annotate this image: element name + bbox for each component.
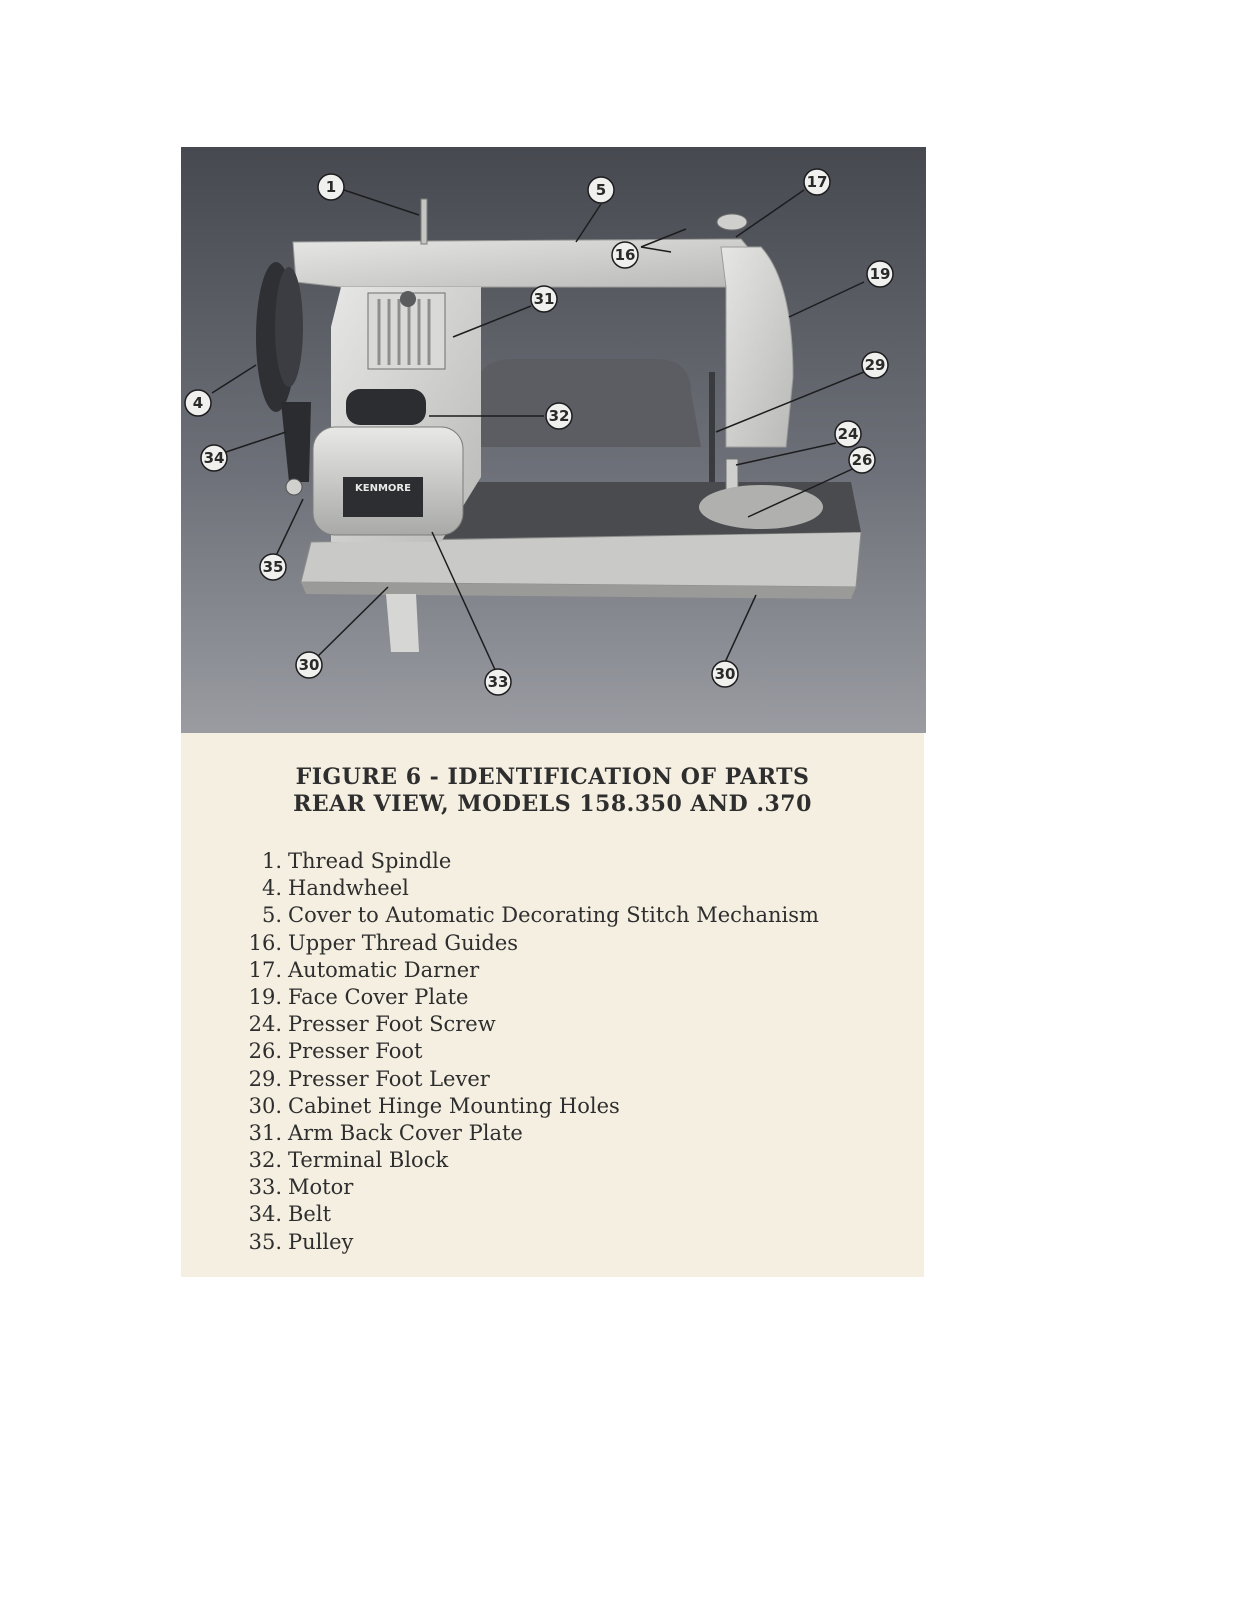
- list-item: [236, 1038, 819, 1065]
- part-number: 24.: [248, 1012, 282, 1037]
- part-number: 5.: [261, 903, 282, 928]
- callout-label: 34: [203, 449, 225, 467]
- part-number: 35.: [248, 1229, 282, 1254]
- part-number: 1.: [261, 849, 282, 873]
- parts-list: [236, 848, 819, 1256]
- part-number: 4.: [261, 876, 282, 901]
- part-number: 17.: [248, 957, 282, 982]
- callout-label: 29: [864, 356, 886, 374]
- list-item: [236, 1093, 819, 1120]
- list-item: [236, 848, 819, 875]
- callout-label: 30: [714, 665, 736, 683]
- callout-label: 33: [487, 673, 509, 691]
- part-name: Thread Spindle: [288, 849, 452, 873]
- list-item: [236, 1147, 819, 1174]
- figure-caption-line2: REAR VIEW, MODELS 158.350 AND .370: [293, 791, 812, 817]
- list-item: [236, 930, 819, 957]
- part-number: 30.: [248, 1093, 282, 1118]
- callout-label: 26: [851, 451, 873, 469]
- part-name: Pulley: [288, 1229, 354, 1254]
- part-name: Handwheel: [288, 876, 409, 901]
- part-number: 29.: [248, 1066, 282, 1091]
- callout-label: 17: [806, 173, 828, 191]
- part-name: Belt: [288, 1202, 332, 1227]
- callout-label: 24: [837, 425, 859, 443]
- part-number: 34.: [248, 1202, 282, 1227]
- list-item: [236, 1066, 819, 1093]
- part-name: Presser Foot Screw: [288, 1012, 496, 1037]
- part-name: Cover to Automatic Decorating Stitch Mechanism: [288, 903, 819, 928]
- list-item: [236, 1120, 819, 1147]
- part-name: Motor: [288, 1175, 354, 1200]
- list-item: [236, 1011, 819, 1038]
- part-name: Cabinet Hinge Mounting Holes: [288, 1093, 620, 1118]
- list-item: [236, 1174, 819, 1201]
- part-name: Presser Foot Lever: [288, 1066, 490, 1091]
- callout-label: 32: [548, 407, 570, 425]
- part-name: Automatic Darner: [288, 957, 480, 982]
- callout-label: 1: [325, 178, 337, 196]
- callout-label: 5: [595, 181, 607, 199]
- part-name: Face Cover Plate: [288, 984, 469, 1009]
- part-name: Arm Back Cover Plate: [288, 1120, 523, 1145]
- kenmore-plate: KENMORE: [355, 483, 411, 494]
- figure-caption-line1: FIGURE 6 - IDENTIFICATION OF PARTS: [295, 764, 810, 790]
- callout-label: 16: [614, 246, 636, 264]
- part-number: 33.: [248, 1175, 282, 1200]
- list-item: [236, 984, 819, 1011]
- callout-label: 4: [192, 394, 204, 412]
- list-item: [236, 875, 819, 902]
- part-name: Upper Thread Guides: [288, 930, 519, 955]
- part-name: Presser Foot: [288, 1039, 423, 1064]
- list-item: [236, 1201, 819, 1228]
- list-item: [236, 902, 819, 929]
- sewing-machine-photo: [181, 147, 926, 733]
- part-name: Terminal Block: [288, 1148, 449, 1173]
- part-number: 26.: [248, 1039, 282, 1064]
- callout-label: 30: [298, 656, 320, 674]
- part-number: 16.: [248, 930, 282, 955]
- callout-label: 19: [869, 265, 891, 283]
- list-item: [236, 957, 819, 984]
- callout-label: 31: [533, 290, 555, 308]
- list-item: [236, 1229, 819, 1256]
- callout-label: 35: [262, 558, 284, 576]
- part-number: 32.: [248, 1148, 282, 1173]
- part-number: 19.: [248, 984, 282, 1009]
- part-number: 31.: [248, 1120, 282, 1145]
